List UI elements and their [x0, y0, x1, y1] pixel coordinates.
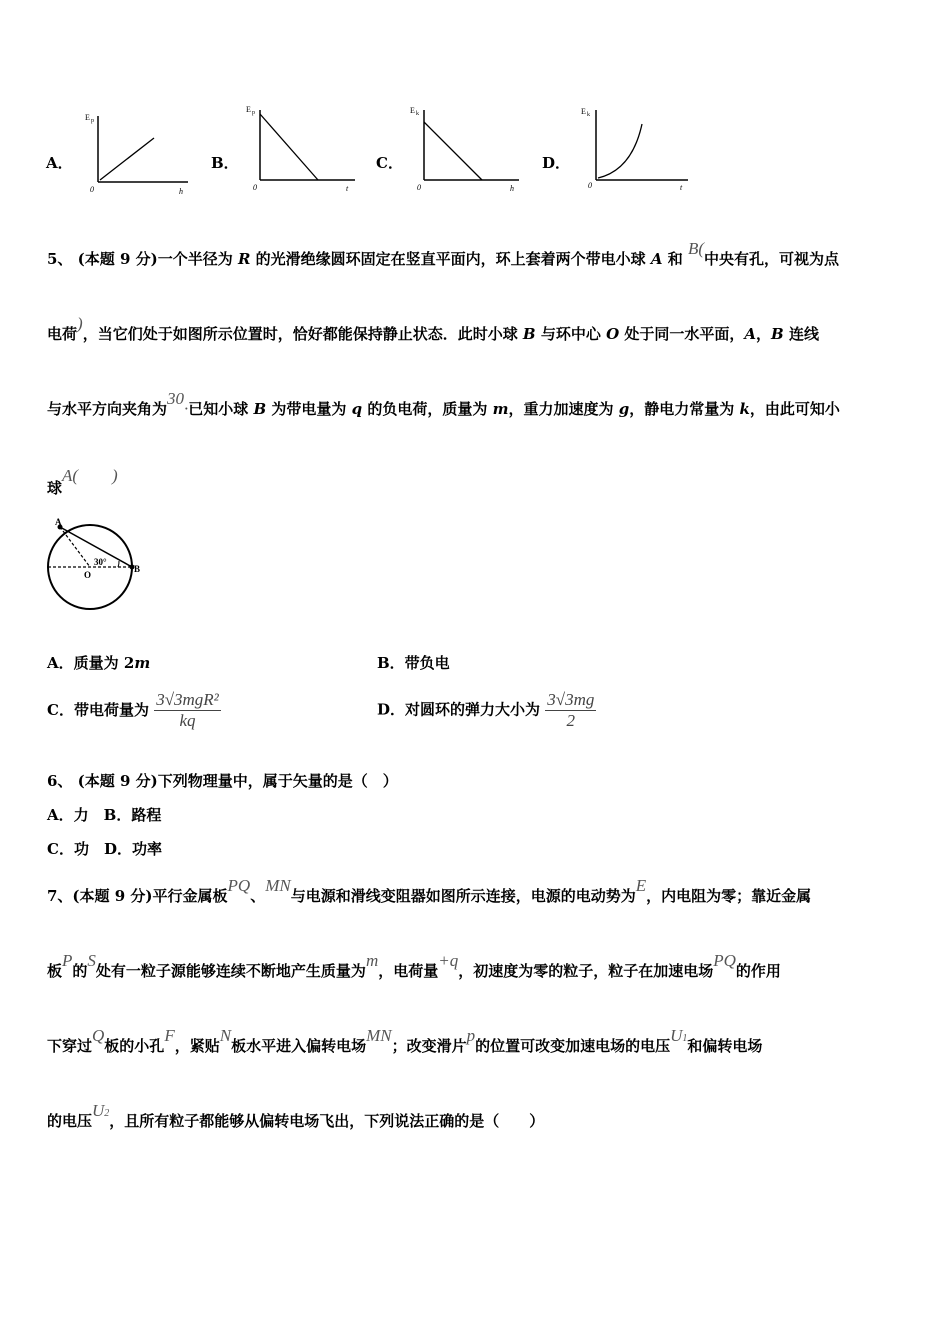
q5-option-d-fraction	[545, 690, 596, 731]
q5-option-d-text: D．对圆环的弹力大小为	[377, 700, 541, 719]
q5-text: 球	[47, 479, 63, 497]
q7-text: ，内电阻为零；靠近金属	[646, 887, 812, 905]
q5-var-o: O	[606, 325, 620, 343]
q7-text: ，且所有粒子都能够从偏转电场飞出，下列说法正确的是（ ）	[109, 1112, 545, 1130]
q7-text: ，电荷量	[378, 962, 439, 980]
q5-var-q: q	[351, 400, 363, 418]
q4-option-b-label[interactable]: B．	[211, 154, 239, 172]
q7-math-p: P	[62, 951, 73, 970]
q5-text: 连线	[783, 325, 819, 343]
q7-math-u1	[670, 1026, 687, 1045]
q4-c-xlabel: h	[510, 184, 514, 193]
q5-text: 电荷	[47, 325, 78, 343]
q7-line-3	[47, 1026, 763, 1056]
q5-math-dot: ·	[184, 399, 189, 418]
q5-text: ，由此可知小	[749, 400, 840, 418]
q5-math-b: B(	[687, 239, 705, 258]
q5-line-1	[47, 239, 840, 269]
q5-fig-label-o: O	[84, 570, 92, 580]
q4-option-a-label[interactable]: A．	[46, 154, 73, 172]
q7-text: 的位置可改变加速电场的电压	[475, 1037, 671, 1055]
q5-option-c-numerator: 3√3mgR²	[156, 690, 219, 709]
q4-d-origin: 0	[588, 181, 592, 190]
q5-line-4	[47, 466, 118, 498]
q7-text: 板的小孔	[104, 1037, 165, 1055]
q7-math-e: E	[635, 876, 647, 895]
q4-a-xlabel: h	[179, 187, 183, 196]
q5-var-b: B	[522, 325, 536, 343]
q5-option-c-denominator: kq	[179, 711, 196, 730]
q7-text: 下穿过	[47, 1037, 93, 1055]
q5-text: ，	[756, 325, 772, 343]
q5-line-3	[47, 389, 840, 419]
q7-line-4	[47, 1101, 545, 1131]
q7-text: 和偏转电场	[687, 1037, 763, 1055]
q7-math-p-slider: p	[466, 1026, 476, 1045]
q7-u2-symbol: U	[92, 1101, 105, 1120]
q4-c-origin: 0	[417, 183, 421, 192]
q5-text: 5、 (本题 9 分)一个半径为	[47, 250, 238, 268]
q7-math-m: m	[365, 951, 379, 970]
q5-text: 和	[662, 250, 688, 268]
q5-var-a2: A	[744, 325, 757, 343]
q7-text: 、	[250, 887, 266, 905]
q5-option-d-denominator: 2	[566, 711, 576, 730]
q5-text: 为带电量为	[266, 400, 352, 418]
q5-text: ，重力加速度为	[508, 400, 619, 418]
q7-text: 板	[47, 962, 63, 980]
q7-math-mn: MN	[265, 876, 291, 895]
q4-d-xlabel: t	[680, 183, 683, 192]
q5-text: 已知小球	[188, 400, 254, 418]
q5-fig-label-b: B	[134, 564, 141, 574]
q4-b-origin: 0	[253, 183, 257, 192]
q5-option-c-text: C．带电荷量为	[47, 700, 149, 719]
q7-line-2	[47, 951, 781, 981]
q5-line-2	[47, 314, 819, 344]
q4-option-c-label[interactable]: C．	[376, 154, 403, 172]
q4-graph-a	[78, 108, 198, 198]
q4-graph-b	[240, 100, 360, 195]
q4-a-origin: 0	[90, 185, 94, 194]
q7-math-plusq: +q	[438, 951, 459, 970]
q5-option-b-text: B．带负电	[377, 654, 450, 672]
q7-math-pq2: PQ	[713, 951, 736, 970]
q5-text: 中央有孔，可视为点	[704, 250, 840, 268]
q5-text: ，当它们处于如图所示位置时，恰好都能保持静止状态．此时小球	[82, 325, 523, 343]
q5-option-b[interactable]	[377, 652, 450, 673]
q5-option-a-var: m	[134, 654, 151, 672]
q6-options-row-2[interactable]: C．功 D．功率	[47, 840, 162, 858]
q7-math-mn2: MN	[366, 1026, 392, 1045]
q5-text: ，静电力常量为	[629, 400, 740, 418]
q7-math-n: N	[219, 1026, 232, 1045]
q7-text: 的作用	[735, 962, 781, 980]
q5-circle-figure	[40, 515, 150, 615]
q7-u2-sub: 2	[104, 1108, 110, 1119]
q5-var-b3: B	[253, 400, 267, 418]
q7-text: 7、(本题 9 分)平行金属板	[47, 887, 228, 905]
q7-text: 板水平进入偏转电场	[231, 1037, 367, 1055]
q5-option-d[interactable]	[377, 690, 596, 731]
q4-d-ysub: k	[587, 112, 590, 118]
q7-math-f: F	[164, 1026, 175, 1045]
q5-var-k: k	[739, 400, 750, 418]
q5-fig-label-a: A	[55, 517, 62, 527]
q5-text: 与水平方向夹角为	[47, 400, 168, 418]
q6-options-row-1[interactable]: A．力 B．路程	[47, 806, 162, 824]
q7-math-s: S	[87, 951, 96, 970]
q4-c-ylabel: E	[410, 106, 415, 115]
q7-line-1	[47, 876, 812, 906]
q5-var-a: A	[650, 250, 663, 268]
q4-b-ylabel: E	[246, 105, 251, 114]
q4-option-d-label[interactable]: D．	[542, 154, 571, 172]
q5-text: 处于同一水平面，	[619, 325, 745, 343]
q5-fig-angle: 30°	[94, 557, 107, 567]
q5-math-angle: 30	[167, 389, 185, 408]
q7-math-pq: PQ	[227, 876, 251, 895]
q4-b-ysub: p	[252, 110, 255, 116]
q4-graph-c	[404, 100, 524, 195]
q5-option-d-numerator: 3√3mg	[547, 690, 595, 709]
q5-option-a-text: A．质量为 2	[47, 654, 135, 672]
q5-var-m: m	[492, 400, 509, 418]
q5-text: 的光滑绝缘圆环固定在竖直平面内，环上套着两个带电小球	[250, 250, 651, 268]
q7-text: ，初速度为零的粒子，粒子在加速电场	[458, 962, 714, 980]
q5-option-c-fraction	[154, 690, 221, 731]
q4-c-ysub: k	[416, 111, 419, 117]
q7-text: ，紧贴	[174, 1037, 220, 1055]
q7-u1-sub: 1	[682, 1033, 688, 1044]
q7-math-q: Q	[92, 1026, 105, 1045]
q5-option-c[interactable]	[47, 690, 221, 731]
q5-var-r: R	[237, 250, 251, 268]
q4-a-ysub: p	[91, 118, 94, 124]
q7-math-u2	[92, 1101, 109, 1120]
q7-text: ；改变滑片	[391, 1037, 467, 1055]
q5-answer-blank: A( )	[62, 466, 118, 485]
q6-stem: 6、 (本题 9 分)下列物理量中，属于矢量的是（ ）	[47, 772, 398, 790]
q7-u1-symbol: U	[670, 1026, 683, 1045]
q5-var-g: g	[618, 400, 630, 418]
q4-a-ylabel: E	[85, 113, 90, 122]
q5-text: 的负电荷，质量为	[362, 400, 493, 418]
q7-text: 处有一粒子源能够连续不断地产生质量为	[95, 962, 366, 980]
q4-b-xlabel: t	[346, 184, 349, 193]
q4-graph-d	[576, 100, 696, 195]
q5-var-b2: B	[771, 325, 784, 343]
q7-text: 与电源和滑线变阻器如图所示连接，电源的电动势为	[290, 887, 636, 905]
q7-text: 的电压	[47, 1112, 93, 1130]
q5-option-a[interactable]	[47, 652, 150, 673]
q5-math-paren: )	[77, 314, 83, 333]
q4-d-ylabel: E	[581, 107, 586, 116]
q5-text: 与环中心	[535, 325, 607, 343]
q7-text: 的	[72, 962, 88, 980]
